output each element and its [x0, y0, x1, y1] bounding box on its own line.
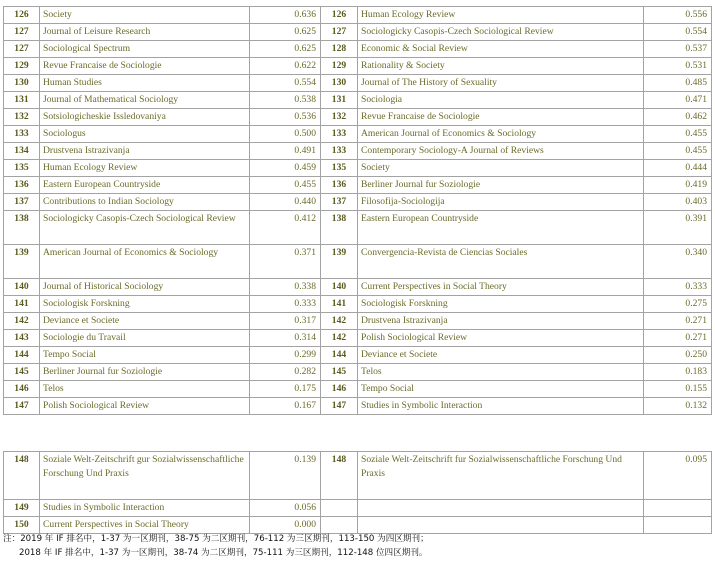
- table-row: [4, 24, 712, 41]
- journal-2019: Human Ecology Review: [40, 160, 250, 177]
- rank-2018: 140: [321, 279, 358, 296]
- rank-2018: 129: [321, 58, 358, 75]
- impact-factor-2019: 0.167: [250, 398, 321, 415]
- journal-2019: Studies in Symbolic Interaction: [40, 500, 250, 517]
- journal-2019: Eastern European Countryside: [40, 177, 250, 194]
- rank-2018: 139: [321, 245, 358, 279]
- rank-2018: 148: [321, 452, 358, 500]
- rank-2018: 135: [321, 160, 358, 177]
- table-row: [4, 517, 712, 534]
- journal-2019: Telos: [40, 381, 250, 398]
- footnote-line-2019: 注：2019 年 IF 排名中，1-37 为一区期刊，38-75 为二区期刊，76-112 为三区期刊，113-150 为四区期刊；: [3, 534, 429, 544]
- journal-2019: Tempo Social: [40, 347, 250, 364]
- ranking-table-main: [3, 6, 712, 415]
- rank-2018: 142: [321, 330, 358, 347]
- rank-2018: 137: [321, 194, 358, 211]
- rank-2019: 137: [4, 194, 40, 211]
- rank-2018: 138: [321, 211, 358, 245]
- table-row: [4, 452, 712, 500]
- journal-2019: Journal of Historical Sociology: [40, 279, 250, 296]
- journal-2018: Convergencia-Revista de Ciencias Sociales: [358, 245, 644, 279]
- journal-2018: Current Perspectives in Social Theory: [358, 279, 644, 296]
- rank-2019: 147: [4, 398, 40, 415]
- rank-2019: 144: [4, 347, 40, 364]
- impact-factor-2019: 0.491: [250, 143, 321, 160]
- impact-factor-2018: 0.462: [644, 109, 712, 126]
- impact-factor-2019: 0.538: [250, 92, 321, 109]
- impact-factor-2019: 0.455: [250, 177, 321, 194]
- table-row: [4, 347, 712, 364]
- journal-2019: Society: [40, 7, 250, 24]
- table-row: [4, 160, 712, 177]
- journal-2019: Current Perspectives in Social Theory: [40, 517, 250, 534]
- rank-2019: 127: [4, 41, 40, 58]
- impact-factor-2018: 0.556: [644, 7, 712, 24]
- impact-factor-2018: 0.250: [644, 347, 712, 364]
- rank-2019: 140: [4, 279, 40, 296]
- impact-factor-2019: 0.412: [250, 211, 321, 245]
- rank-2018: 131: [321, 92, 358, 109]
- empty-cell: [358, 517, 644, 534]
- rank-2018: 132: [321, 109, 358, 126]
- rank-2018: 146: [321, 381, 358, 398]
- ranking-table-extra: [3, 451, 712, 534]
- journal-2018: Human Ecology Review: [358, 7, 644, 24]
- impact-factor-2019: 0.459: [250, 160, 321, 177]
- rank-2019: 138: [4, 211, 40, 245]
- journal-2018: Polish Sociological Review: [358, 330, 644, 347]
- impact-factor-2018: 0.537: [644, 41, 712, 58]
- impact-factor-2019: 0.636: [250, 7, 321, 24]
- impact-factor-2019: 0.536: [250, 109, 321, 126]
- journal-2019: Sociologus: [40, 126, 250, 143]
- impact-factor-2018: 0.340: [644, 245, 712, 279]
- impact-factor-2019: 0.554: [250, 75, 321, 92]
- impact-factor-2019: 0.139: [250, 452, 321, 500]
- impact-factor-2019: 0.625: [250, 24, 321, 41]
- table-row: [4, 313, 712, 330]
- journal-2018: Sociologisk Forskning: [358, 296, 644, 313]
- journal-2018: Sociologicky Casopis-Czech Sociological Review: [358, 24, 644, 41]
- rank-2019: 127: [4, 24, 40, 41]
- journal-2019: Sociological Spectrum: [40, 41, 250, 58]
- empty-cell: [321, 500, 358, 517]
- impact-factor-2018: 0.471: [644, 92, 712, 109]
- impact-factor-2018: 0.095: [644, 452, 712, 500]
- table-row: [4, 194, 712, 211]
- rank-2018: 136: [321, 177, 358, 194]
- rank-2019: 130: [4, 75, 40, 92]
- rank-2018: 133: [321, 143, 358, 160]
- rank-2019: 142: [4, 313, 40, 330]
- rank-2019: 129: [4, 58, 40, 75]
- rank-2019: 149: [4, 500, 40, 517]
- journal-2019: Journal of Leisure Research: [40, 24, 250, 41]
- impact-factor-2019: 0.625: [250, 41, 321, 58]
- table-row: [4, 126, 712, 143]
- journal-2019: Soziale Welt-Zeitschrift gur Sozialwissenschaftliche Forschung Und Praxis: [40, 452, 250, 500]
- journal-2019: Sotsiologicheskie Issledovaniya: [40, 109, 250, 126]
- impact-factor-2018: 0.403: [644, 194, 712, 211]
- rank-2019: 133: [4, 126, 40, 143]
- ranking-table-body: [4, 7, 712, 415]
- table-row: [4, 364, 712, 381]
- table-row: [4, 245, 712, 279]
- impact-factor-2019: 0.000: [250, 517, 321, 534]
- journal-2018: Drustvena Istrazivanja: [358, 313, 644, 330]
- journal-2018: Eastern European Countryside: [358, 211, 644, 245]
- journal-2019: Sociologicky Casopis-Czech Sociological Review: [40, 211, 250, 245]
- journal-2018: Revue Francaise de Sociologie: [358, 109, 644, 126]
- table-row: [4, 177, 712, 194]
- impact-factor-2019: 0.056: [250, 500, 321, 517]
- rank-2019: 136: [4, 177, 40, 194]
- journal-2019: American Journal of Economics & Sociology: [40, 245, 250, 279]
- rank-2019: 132: [4, 109, 40, 126]
- rank-2018: 128: [321, 41, 358, 58]
- impact-factor-2018: 0.554: [644, 24, 712, 41]
- impact-factor-2018: 0.419: [644, 177, 712, 194]
- empty-cell: [358, 500, 644, 517]
- rank-2019: 145: [4, 364, 40, 381]
- journal-2018: Soziale Welt-Zeitschrift fur Sozialwissenschaftliche Forschung Und Praxis: [358, 452, 644, 500]
- impact-factor-2018: 0.333: [644, 279, 712, 296]
- rank-2019: 135: [4, 160, 40, 177]
- footnote-line-2018: 2018 年 IF 排名中，1-37 为一区期刊，38-74 为二区期刊，75-111 为三区期刊，112-148 位四区期刊。: [19, 548, 428, 558]
- impact-factor-2018: 0.444: [644, 160, 712, 177]
- rank-2019: 146: [4, 381, 40, 398]
- impact-factor-2019: 0.333: [250, 296, 321, 313]
- journal-2019: Revue Francaise de Sociologie: [40, 58, 250, 75]
- journal-2018: Economic & Social Review: [358, 41, 644, 58]
- impact-factor-2018: 0.275: [644, 296, 712, 313]
- journal-2018: Journal of The History of Sexuality: [358, 75, 644, 92]
- table-row: [4, 143, 712, 160]
- rank-2018: 142: [321, 313, 358, 330]
- impact-factor-2019: 0.622: [250, 58, 321, 75]
- empty-cell: [644, 500, 712, 517]
- journal-2018: Contemporary Sociology-A Journal of Reviews: [358, 143, 644, 160]
- impact-factor-2019: 0.500: [250, 126, 321, 143]
- table-row: [4, 41, 712, 58]
- journal-2019: Polish Sociological Review: [40, 398, 250, 415]
- impact-factor-2018: 0.271: [644, 330, 712, 347]
- table-row: [4, 109, 712, 126]
- journal-2018: Sociologia: [358, 92, 644, 109]
- impact-factor-2018: 0.455: [644, 143, 712, 160]
- journal-2019: Berliner Journal fur Soziologie: [40, 364, 250, 381]
- rank-2018: 145: [321, 364, 358, 381]
- impact-factor-2018: 0.155: [644, 381, 712, 398]
- impact-factor-2019: 0.299: [250, 347, 321, 364]
- table-row: [4, 75, 712, 92]
- table-row: [4, 381, 712, 398]
- rank-2018: 144: [321, 347, 358, 364]
- journal-2018: Studies in Symbolic Interaction: [358, 398, 644, 415]
- table-row: [4, 296, 712, 313]
- impact-factor-2018: 0.531: [644, 58, 712, 75]
- rank-2018: 133: [321, 126, 358, 143]
- impact-factor-2019: 0.175: [250, 381, 321, 398]
- impact-factor-2018: 0.271: [644, 313, 712, 330]
- footnote: [3, 532, 429, 560]
- journal-2018: Telos: [358, 364, 644, 381]
- journal-2019: Sociologie du Travail: [40, 330, 250, 347]
- rank-2018: 126: [321, 7, 358, 24]
- rank-2018: 127: [321, 24, 358, 41]
- rank-2019: 141: [4, 296, 40, 313]
- journal-2019: Sociologisk Forskning: [40, 296, 250, 313]
- journal-2018: Deviance et Societe: [358, 347, 644, 364]
- impact-factor-2018: 0.455: [644, 126, 712, 143]
- ranking-table-extra-body: [4, 452, 712, 534]
- rank-2019: 134: [4, 143, 40, 160]
- impact-factor-2018: 0.132: [644, 398, 712, 415]
- rank-2019: 126: [4, 7, 40, 24]
- journal-2019: Contributions to Indian Sociology: [40, 194, 250, 211]
- rank-2019: 148: [4, 452, 40, 500]
- rank-2019: 150: [4, 517, 40, 534]
- journal-2019: Human Studies: [40, 75, 250, 92]
- table-row: [4, 58, 712, 75]
- table-row: [4, 398, 712, 415]
- impact-factor-2019: 0.282: [250, 364, 321, 381]
- empty-cell: [644, 517, 712, 534]
- journal-2018: Tempo Social: [358, 381, 644, 398]
- rank-2019: 139: [4, 245, 40, 279]
- journal-2018: Society: [358, 160, 644, 177]
- impact-factor-2018: 0.391: [644, 211, 712, 245]
- table-row: [4, 330, 712, 347]
- journal-2018: Berliner Journal fur Soziologie: [358, 177, 644, 194]
- table-row: [4, 500, 712, 517]
- impact-factor-2019: 0.338: [250, 279, 321, 296]
- journal-2018: Filosofija-Sociologija: [358, 194, 644, 211]
- table-row: [4, 211, 712, 245]
- table-row: [4, 7, 712, 24]
- rank-2018: 130: [321, 75, 358, 92]
- impact-factor-2019: 0.314: [250, 330, 321, 347]
- impact-factor-2019: 0.371: [250, 245, 321, 279]
- journal-2019: Drustvena Istrazivanja: [40, 143, 250, 160]
- journal-2018: Rationality & Society: [358, 58, 644, 75]
- rank-2019: 143: [4, 330, 40, 347]
- journal-2018: American Journal of Economics & Sociology: [358, 126, 644, 143]
- impact-factor-2019: 0.317: [250, 313, 321, 330]
- table-row: [4, 279, 712, 296]
- table-row: [4, 92, 712, 109]
- impact-factor-2018: 0.183: [644, 364, 712, 381]
- impact-factor-2018: 0.485: [644, 75, 712, 92]
- impact-factor-2019: 0.440: [250, 194, 321, 211]
- journal-2019: Deviance et Societe: [40, 313, 250, 330]
- rank-2019: 131: [4, 92, 40, 109]
- journal-2019: Journal of Mathematical Sociology: [40, 92, 250, 109]
- empty-cell: [321, 517, 358, 534]
- rank-2018: 141: [321, 296, 358, 313]
- rank-2018: 147: [321, 398, 358, 415]
